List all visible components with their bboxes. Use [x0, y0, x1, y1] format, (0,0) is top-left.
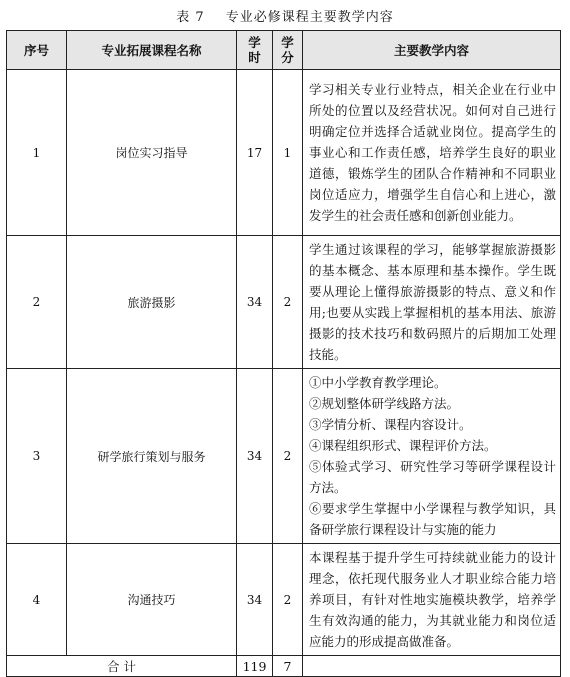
- row-hours: 34: [237, 544, 273, 656]
- row-no: 3: [7, 369, 67, 544]
- row-credits: 2: [273, 369, 303, 544]
- row-no: 1: [7, 70, 67, 236]
- header-credits: [273, 31, 303, 70]
- table-caption: [0, 6, 570, 25]
- row-course-name: 沟通技巧: [67, 544, 237, 656]
- content-item: ⑥要求学生掌握中小学课程与教学知识，具备研学旅行课程设计与实施的能力: [309, 501, 556, 537]
- row-credits: 2: [273, 236, 303, 369]
- content-item: ④课程组织形式、课程评价方法。: [309, 438, 497, 453]
- header-credits-line1: 学: [281, 35, 294, 50]
- content-item: ②规划整体研学线路方法。: [309, 396, 460, 411]
- row-content: [303, 369, 561, 544]
- header-hours-line1: 学: [248, 35, 261, 50]
- row-hours: 17: [237, 70, 273, 236]
- content-item: ③学情分析、课程内容设计。: [309, 417, 472, 432]
- content-item: ⑤体验式学习、研究性学习等研学课程设计方法。: [309, 459, 556, 495]
- header-course-name: 专业拓展课程名称: [67, 31, 237, 70]
- header-no: 序号: [7, 31, 67, 70]
- row-no: 2: [7, 236, 67, 369]
- total-row: [7, 656, 561, 677]
- total-hours: 119: [237, 656, 273, 677]
- row-credits: 1: [273, 70, 303, 236]
- row-content: 学生通过该课程的学习，能够掌握旅游摄影的基本概念、基本原理和基本操作。学生既要从理论上懂得旅游摄影的特点、意义和作用;也要从实践上掌握相机的基本用法、旅游摄影的技术技巧和数码照片的后期加工处理技能。: [303, 236, 561, 369]
- row-hours: 34: [237, 236, 273, 369]
- table-row: [7, 369, 561, 544]
- row-content: 学习相关专业行业特点，相关企业在行业中所处的位置以及经营状况。如何对自己进行明确定位并选择合适就业岗位。提高学生的事业心和工作责任感，培养学生良好的职业道德，锻炼学生的团队合作精神和不同职业岗位适应力，增强学生自信心和上进心，激发学生的社会责任感和创新创业能力。: [303, 70, 561, 236]
- curriculum-table: [6, 30, 561, 677]
- total-credits: 7: [273, 656, 303, 677]
- row-course-name: 岗位实习指导: [67, 70, 237, 236]
- row-course-name: 研学旅行策划与服务: [67, 369, 237, 544]
- caption-title: 专业必修课程主要教学内容: [225, 10, 394, 25]
- table-row: [7, 544, 561, 656]
- row-hours: 34: [237, 369, 273, 544]
- header-hours-line2: 时: [248, 50, 261, 65]
- caption-label: 表 7: [176, 10, 205, 25]
- row-no: 4: [7, 544, 67, 656]
- row-credits: 2: [273, 544, 303, 656]
- row-content: 本课程基于提升学生可持续就业能力的设计理念，依托现代服务业人才职业综合能力培养项目，有针对性地实施模块教学，培养学生有效沟通的能力，为其就业能力和岗位适应能力的形成提高做准备。: [303, 544, 561, 656]
- header-content: 主要教学内容: [303, 31, 561, 70]
- content-item: ①中小学教育教学理论。: [309, 375, 447, 390]
- header-credits-line2: 分: [281, 50, 294, 65]
- total-content-empty: [303, 656, 561, 677]
- table-row: [7, 236, 561, 369]
- total-label: 合 计: [7, 656, 237, 677]
- table-row: [7, 70, 561, 236]
- header-row: [7, 31, 561, 70]
- row-course-name: 旅游摄影: [67, 236, 237, 369]
- header-hours: [237, 31, 273, 70]
